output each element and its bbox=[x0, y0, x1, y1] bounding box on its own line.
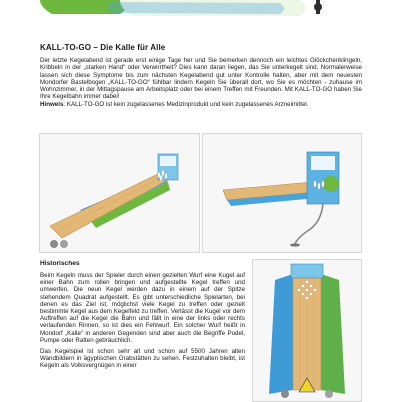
lane-photo-top bbox=[252, 259, 362, 402]
page-title: KALL-TO-GO – Die Kalle für Alle bbox=[40, 43, 166, 52]
history-text bbox=[40, 272, 245, 374]
section-heading: Historisches bbox=[40, 260, 80, 267]
hint-label: Hinweis bbox=[40, 100, 64, 108]
history-paragraph-2: Das Kegelspiel ist schon sehr alt und schon auf 5500 Jahren alten Wandbildern in ägyptischen Grabstätten zu sehen. Festzuhalten bleibt, ist Kegeln als Volksvergnügen in einer bbox=[40, 348, 245, 370]
header-banner bbox=[0, 0, 400, 18]
lane-photo-front bbox=[39, 133, 200, 253]
intro-paragraph: Der letzte Kegelabend ist gerade erst einige Tage her und Sie bemerken dennoch ein leichtes Glöckchenklingeln, Kribbeln in der „starken Hand“ oder Verwirrtheit? Dies kann daran liegen, das Sie unterkegelt sind. Normalerweise lassen sich diese Symptome bis zum nächsten Kegelabend gut unter Kontrolle halten, aber mit dem neuesten Mondorfer Bastelbogen „KALL-TO-GO“ fühlbar lindern Kegeln Sie überall dort, wo Sie es möchten - zuhause im Wohnzimmer, in der Mittagspause am Arbeitsplatz oder bei einem Treffen mit Freunden. Mit KALL-TO-GO haben Sie Ihre Kegelbahn immer dabei! bbox=[40, 57, 362, 101]
history-paragraph-1: Beim Kegeln muss der Spieler durch einen gezielten Wurf eine Kugel auf einer Bahn zum rollen bringen und aufgestellte Kegel treffen und umwerfen. Die neun Kegel werden dazu in einem auf der Spitze stehendem Quadrat aufgestellt. Es gibt unterschiedliche Spielarten, bei denen es das Ziel ist, möglichst viele Kegel zu treffen oder gezielt bestimmte Kegel aus dem Kegelfeld zu treffen. Verlässt die Kugel vor dem Auftreffen auf die Kegel die Bahn und fällt in eine der links oder rechts verlaufenden Rinnen, so ist dies ein Fehlwurf. Ein solcher Wurf heißt in Mondorf „Kalle“ in anderen Gegenden sind aber auch die Begriffe Pudel, Pumpe oder Ratten gebräuchlich. bbox=[40, 272, 245, 344]
hint-text: : KALL-TO-GO ist kein zugelassenes Medizinprodukt und kein zugelassenes Arzneimittel. bbox=[63, 100, 309, 108]
hint-paragraph bbox=[40, 101, 362, 108]
lane-photo-side bbox=[202, 133, 362, 253]
intro-text bbox=[40, 57, 362, 108]
